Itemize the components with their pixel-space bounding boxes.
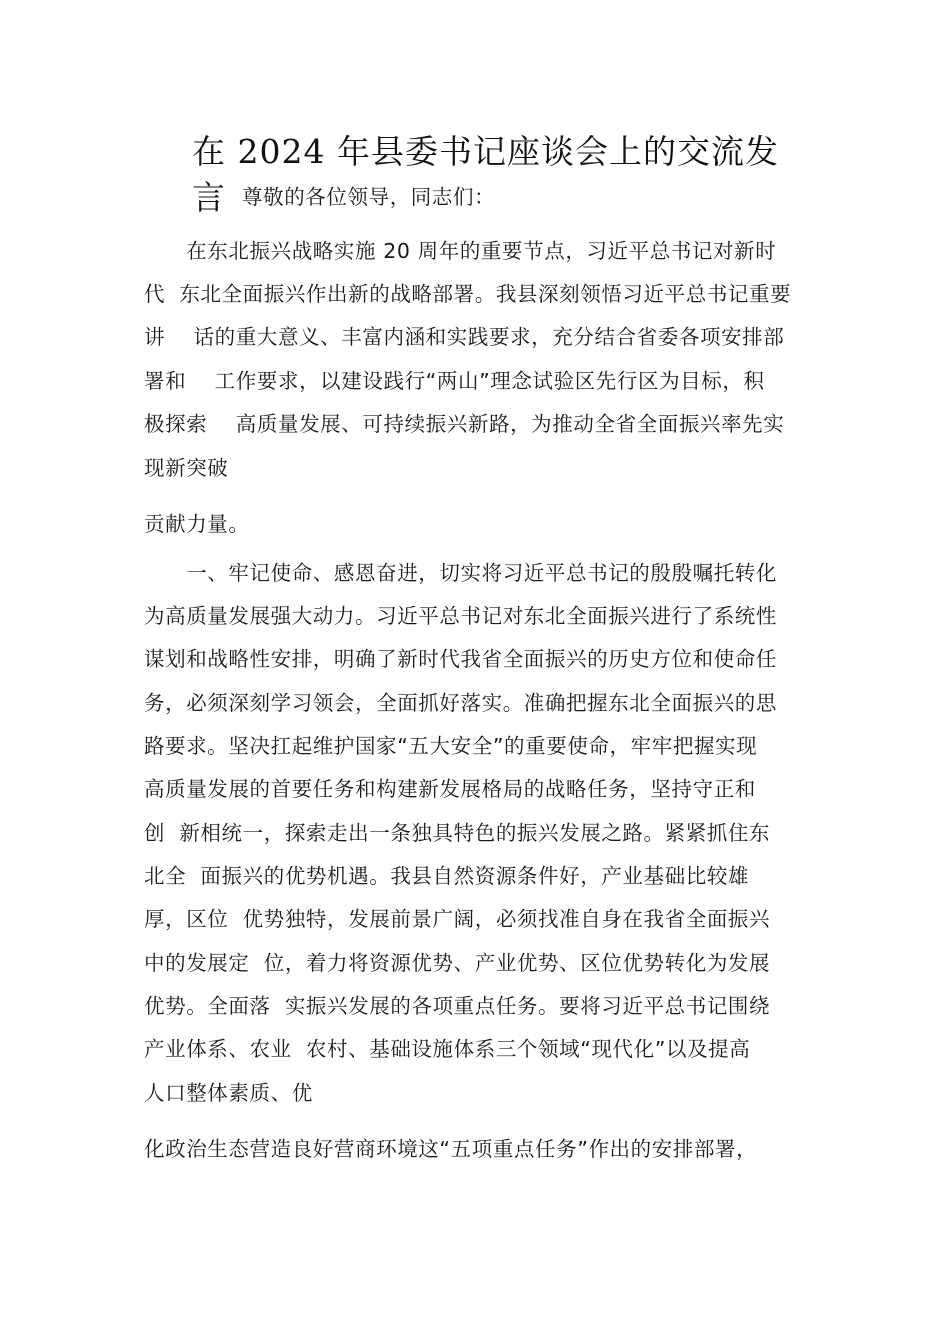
body-line-5: 极探索 高质量发展、可持续振兴新路，为推动全省全面振兴率先实 bbox=[144, 412, 785, 436]
body-line-10: 谋划和战略性安排，明确了新时代我省全面振兴的历史方位和使命任 bbox=[144, 647, 777, 671]
body-line-8: 一、牢记使命、感恩奋进，切实将习近平总书记的殷殷嘱托转化 bbox=[144, 561, 777, 585]
body-line-6: 现新突破 bbox=[144, 456, 229, 480]
body-line-15: 北全 面振兴的优势机遇。我县自然资源条件好，产业基础比较雄 bbox=[144, 864, 750, 888]
body-line-21: 化政治生态营造良好营商环境这“五项重点任务”作出的安排部署， bbox=[144, 1137, 758, 1161]
document-title-line-1: 在 2024 年县委书记座谈会上的交流发 bbox=[192, 132, 779, 171]
body-line-11: 务，必须深刻学习领会，全面抓好落实。准确把握东北全面振兴的思 bbox=[144, 691, 777, 715]
document-title-line-2: 言 bbox=[192, 178, 226, 217]
body-line-19: 产业体系、农业 农村、基础设施体系三个领域“现代化”以及提高 bbox=[144, 1037, 751, 1061]
salutation: 尊敬的各位领导，同志们： bbox=[242, 185, 496, 209]
body-line-20: 人口整体素质、优 bbox=[144, 1081, 313, 1105]
body-line-13: 高质量发展的首要任务和构建新发展格局的战略任务，坚持守正和 bbox=[144, 777, 756, 801]
body-line-3: 讲 话的重大意义、丰富内涵和实践要求，充分结合省委各项安排部 bbox=[144, 325, 785, 349]
body-line-4: 署和 工作要求，以建设践行“两山”理念试验区先行区为目标，积 bbox=[144, 369, 765, 393]
body-line-1: 在东北振兴战略实施 20 周年的重要节点，习近平总书记对新时 bbox=[144, 239, 777, 263]
body-line-12: 路要求。坚决扛起维护国家“五大安全”的重要使命，牢牢把握实现 bbox=[144, 734, 758, 758]
body-line-17: 中的发展定 位，着力将资源优势、产业优势、区位优势转化为发展 bbox=[144, 951, 771, 975]
body-line-7: 贡献力量。 bbox=[144, 512, 250, 536]
body-line-16: 厚，区位 优势独特，发展前景广阔，必须找准自身在我省全面振兴 bbox=[144, 907, 771, 931]
body-line-9: 为高质量发展强大动力。习近平总书记对东北全面振兴进行了系统性 bbox=[144, 604, 777, 628]
body-line-2: 代 东北全面振兴作出新的战略部署。我县深刻领悟习近平总书记重要 bbox=[144, 282, 792, 306]
body-line-18: 优势。全面落 实振兴发展的各项重点任务。要将习近平总书记围绕 bbox=[144, 994, 771, 1018]
body-line-14: 创 新相统一，探索走出一条独具特色的振兴发展之路。紧紧抓住东 bbox=[144, 821, 771, 845]
